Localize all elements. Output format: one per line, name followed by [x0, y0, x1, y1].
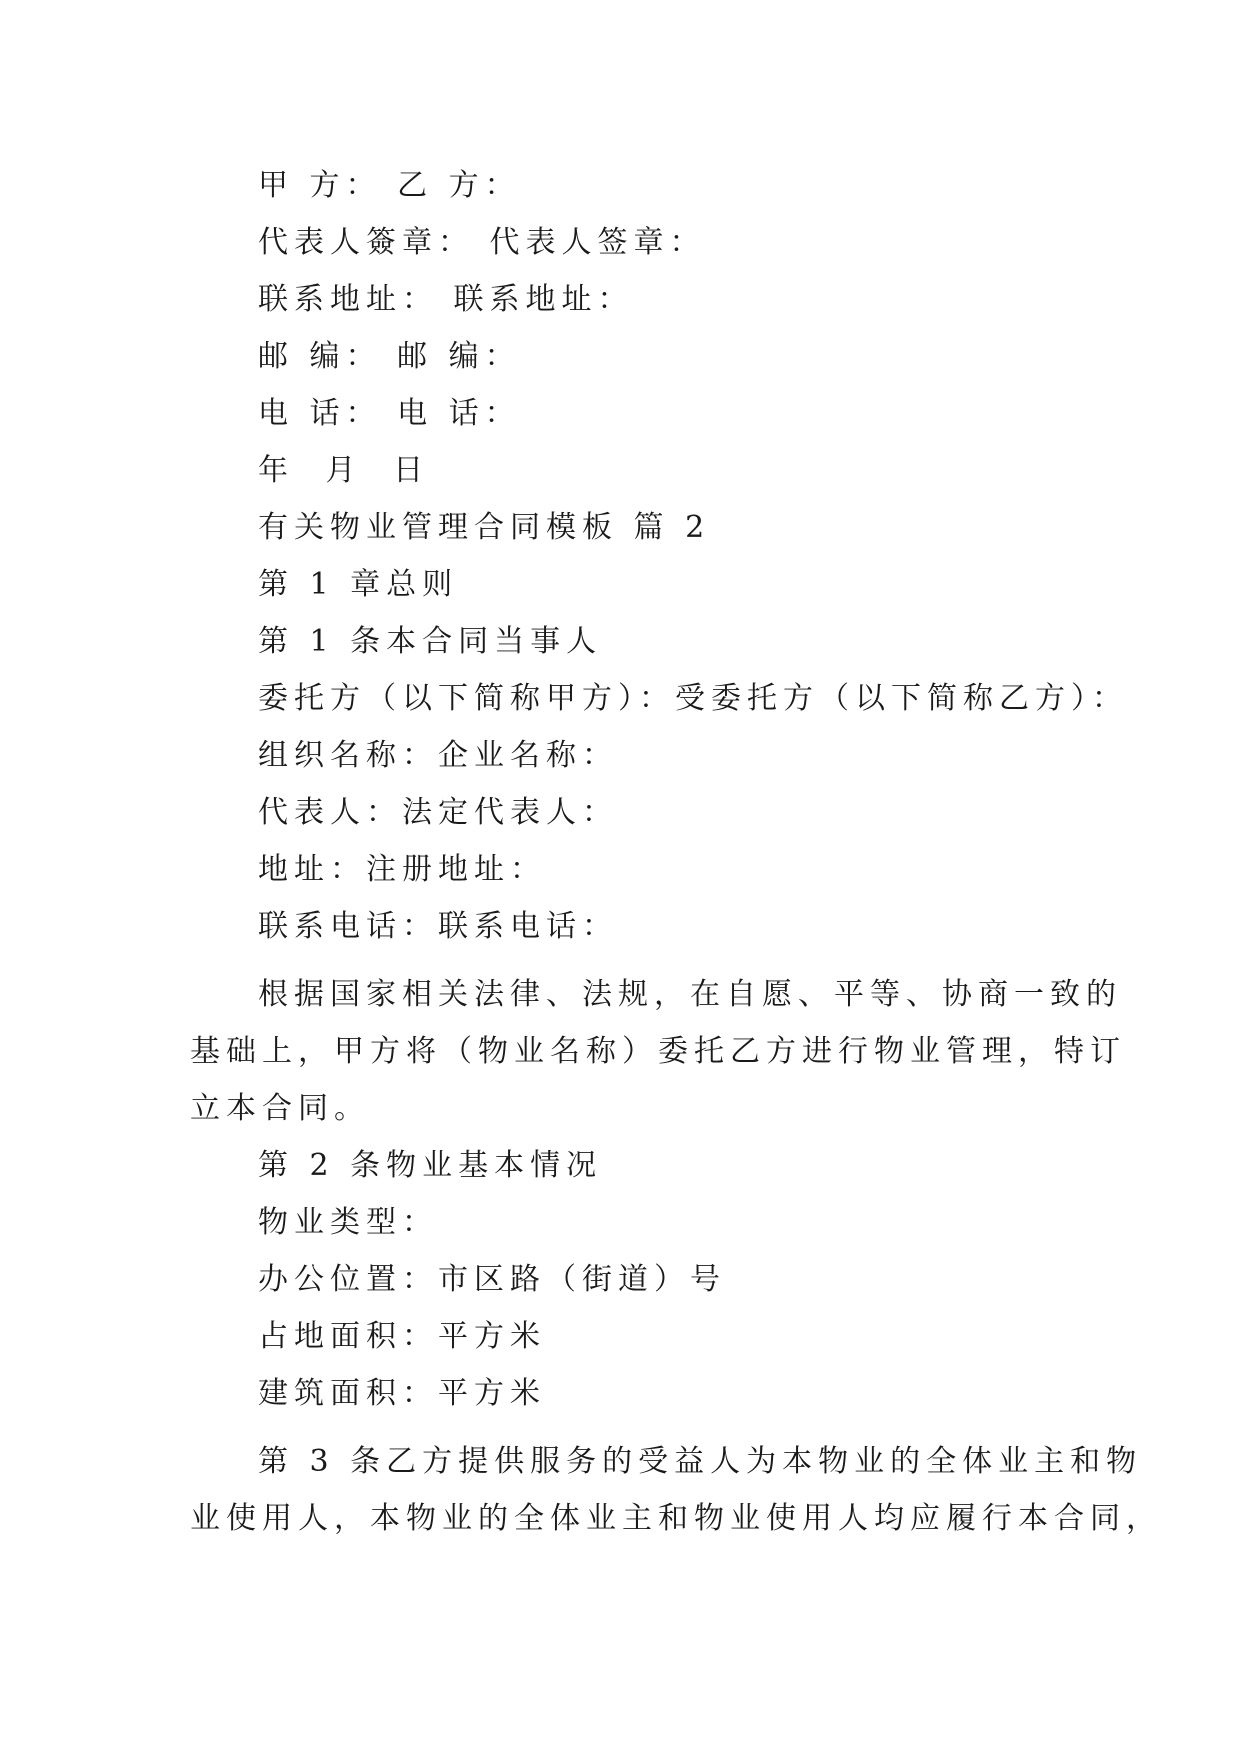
- signature-address-line: 联系地址： 联系地址：: [258, 282, 634, 317]
- office-location-line: 办公位置：市区路（街道）号: [258, 1262, 726, 1297]
- building-area-line: 建筑面积：平方米: [258, 1376, 546, 1411]
- land-area-line: 占地面积：平方米: [258, 1319, 546, 1354]
- organization-name-line: 组织名称：企业名称：: [258, 738, 618, 773]
- preamble-paragraph-line-1: 根据国家相关法律、法规，在自愿、平等、协商一致的: [258, 977, 1122, 1012]
- signature-date-line: 年 月 日: [258, 453, 438, 488]
- representative-line: 代表人：法定代表人：: [258, 795, 618, 830]
- article-2-heading: 第 2 条物业基本情况: [258, 1148, 603, 1183]
- address-line: 地址：注册地址：: [258, 852, 546, 887]
- article-1-heading: 第 1 条本合同当事人: [258, 624, 603, 659]
- article-3-line-2: 业使用人，本物业的全体业主和物业使用人均应履行本合同，: [190, 1501, 1162, 1536]
- signature-representative-line: 代表人簽章： 代表人签章：: [258, 225, 706, 260]
- property-type-line: 物业类型：: [258, 1205, 438, 1240]
- preamble-paragraph-line-2: 基础上，甲方将（物业名称）委托乙方进行物业管理，特订: [190, 1034, 1126, 1069]
- signature-phone-line: 电 话： 电 话：: [258, 396, 521, 431]
- phone-line: 联系电话：联系电话：: [258, 909, 618, 944]
- preamble-paragraph-line-3: 立本合同。: [190, 1091, 370, 1126]
- section-heading: 有关物业管理合同模板 篇 2: [258, 510, 711, 545]
- signature-postcode-line: 邮 编： 邮 编：: [258, 339, 521, 374]
- parties-line: 委托方（以下简称甲方）：受委托方（以下简称乙方）：: [258, 681, 1128, 716]
- signature-party-line: 甲 方： 乙 方：: [258, 168, 521, 203]
- chapter-heading: 第 1 章总则: [258, 567, 459, 602]
- article-3-line-1: 第 3 条乙方提供服务的受益人为本物业的全体业主和物: [258, 1444, 1143, 1479]
